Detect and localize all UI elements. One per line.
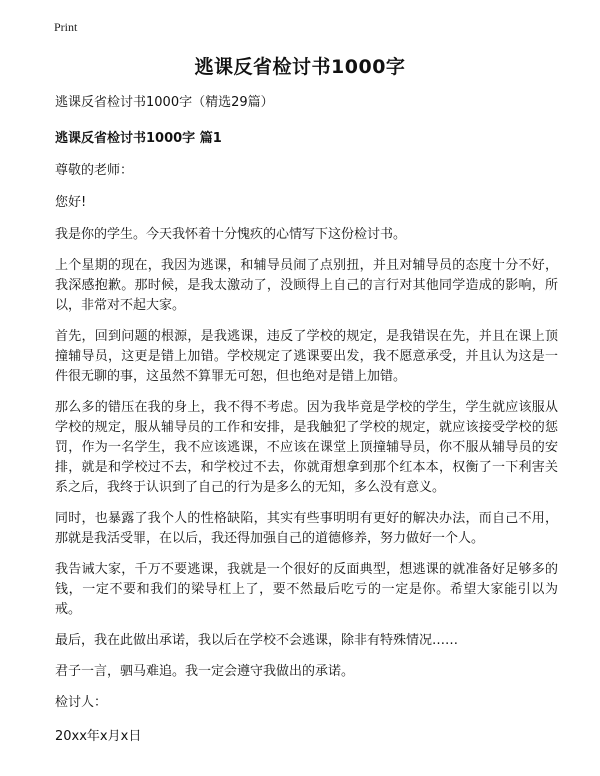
paragraph: 那么多的错压在我的身上，我不得不考虑。因为我毕竟是学校的学生，学生就应该服从学校的规定，服从辅导员的工作和安排，是我触犯了学校的规定，就应该接受学校的惩罚，作为一名学生，我不应该逃课，不应该在课堂上顶撞辅导员，你不服从辅导员的安排，就是和学校过不去，和学校过不去，你就甭想拿到那个红本本，权衡了一下利害关系之后，我终于认识到了自己的行为是多么的无知，多么没有意义。 — [55, 400, 558, 495]
paragraph: 同时，也暴露了我个人的性格缺陷，其实有些事明明有更好的解决办法，而自己不用，那就是我活受罪，在以后，我还得加强自己的道德修养，努力做好一个人。 — [55, 511, 558, 546]
section-title: 逃课反省检讨书1000字 篇1 — [55, 131, 222, 146]
paragraph: 我是你的学生。今天我怀着十分愧疚的心情写下这份检讨书。 — [55, 227, 407, 242]
paragraph: 我告诫大家，千万不要逃课，我就是一个很好的反面典型，想逃课的就准备好足够多的钱，一定不要和我们的梁导杠上了，要不然最后吃亏的一定是你。希望大家能引以为戒。 — [55, 562, 558, 617]
salutation: 尊敬的老师： — [55, 163, 134, 178]
paragraph: 上个星期的现在，我因为逃课，和辅导员闹了点别扭，并且对辅导员的态度十分不好，我深感抱歉。那时候，是我太激动了，没顾得上自己的言行对其他同学造成的影响，所以，非常对不起大家。 — [55, 258, 558, 313]
signature-date: 20xx年x月x日 — [55, 729, 142, 744]
greeting: 您好! — [55, 195, 87, 210]
document-body — [55, 94, 558, 758]
document-title: 逃课反省检讨书1000字 — [194, 56, 406, 78]
paragraph: 最后，我在此做出承诺，我以后在学校不会逃课，除非有特殊情况…… — [55, 633, 459, 648]
signature-label: 检讨人： — [55, 695, 108, 710]
paragraph: 君子一言，驷马难追。我一定会遵守我做出的承诺。 — [55, 664, 355, 679]
document-subtitle: 逃课反省检讨书1000字（精选29篇） — [55, 95, 274, 110]
print-label: Print — [54, 20, 78, 34]
paragraph: 首先，回到问题的根源，是我逃课，违反了学校的规定，是我错误在先，并且在课上顶撞辅导员，这更是错上加错。学校规定了逃课要出发，我不愿意承受，并且认为这是一件很无聊的事，这虽然不算罪无可恕，但也绝对是错上加错。 — [55, 329, 558, 384]
